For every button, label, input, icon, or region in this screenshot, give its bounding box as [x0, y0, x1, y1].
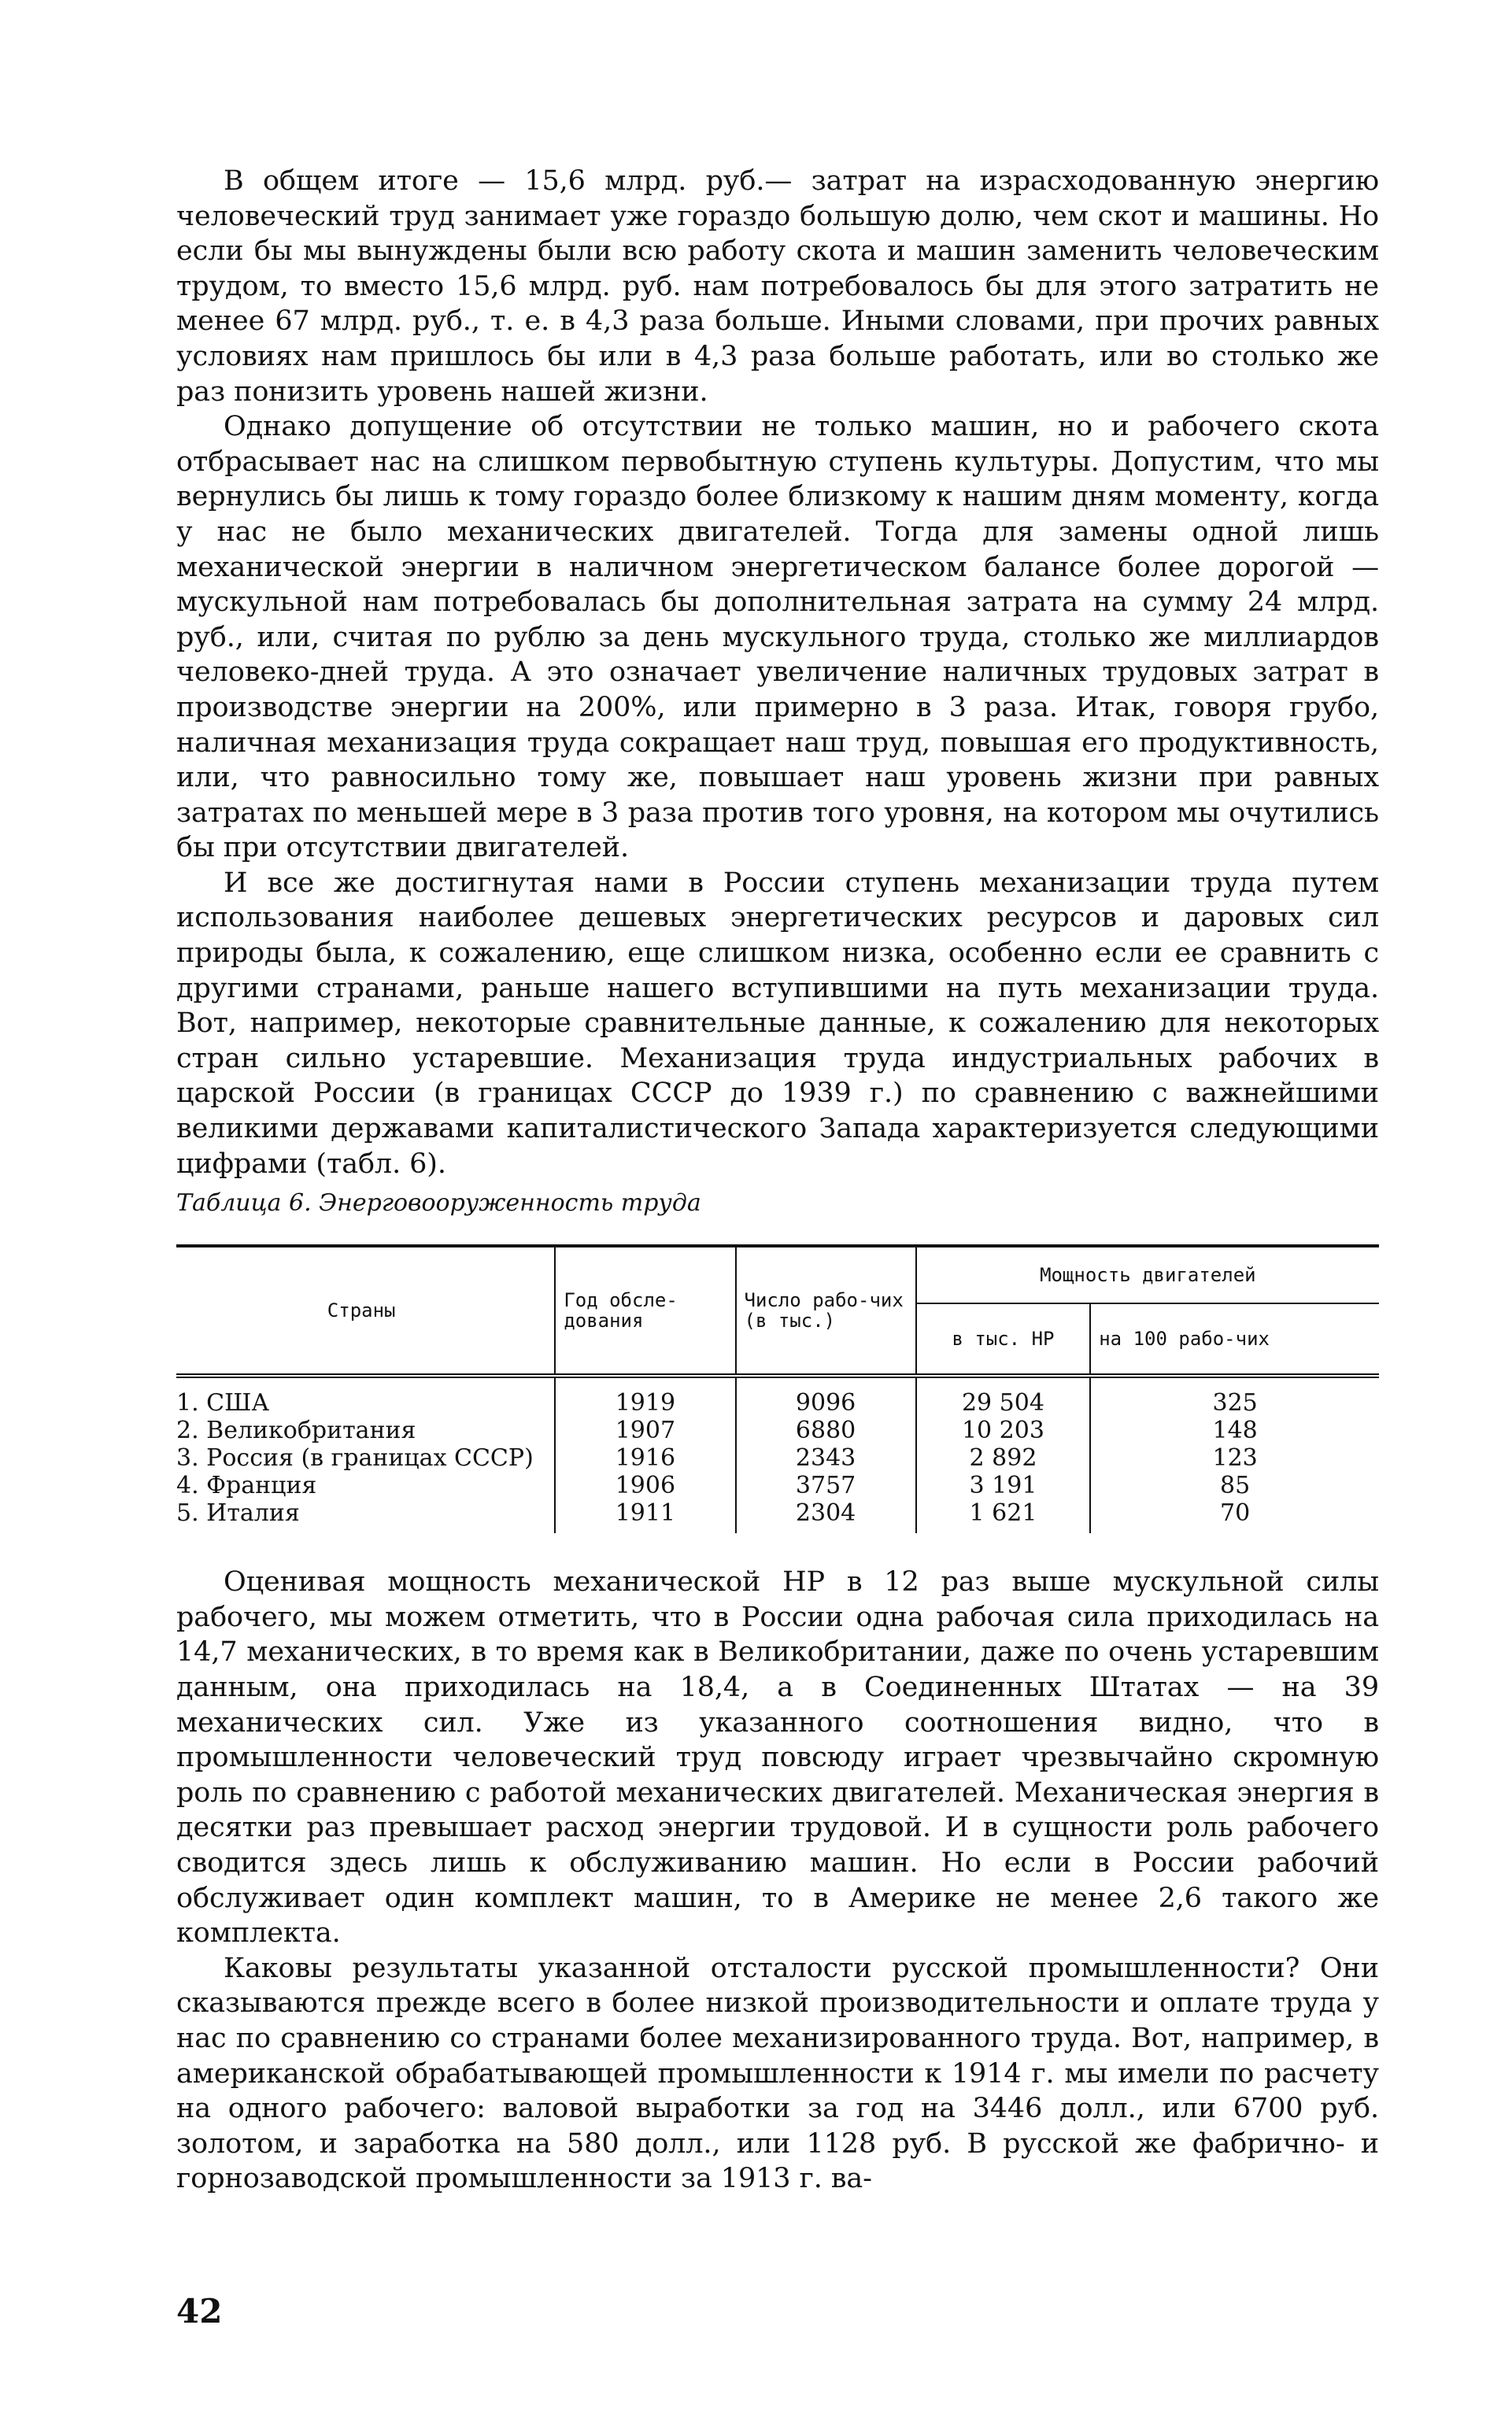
cell-workers: 3757: [736, 1472, 916, 1499]
table-row: [176, 1376, 1379, 1417]
cell-per100: 325: [1090, 1376, 1379, 1417]
cell-country: 2. Великобритания: [176, 1417, 416, 1445]
cell-country: 5. Италия: [176, 1499, 300, 1528]
table-row: [176, 1472, 1379, 1499]
cell-per100: 70: [1090, 1499, 1379, 1533]
cell-hp: 10 203: [916, 1417, 1091, 1444]
cell-year: 1916: [555, 1444, 735, 1472]
cell-hp: 1 621: [916, 1499, 1091, 1533]
table-caption: Таблица 6. Энерговооруженность труда: [176, 1189, 701, 1218]
paragraph-4: Оценивая мощность механической HP в 12 раз выше мускульной силы рабочего, мы можем отметить, что в России одна рабочая сила приходилась на 14,7 механических, в то время как в Великобритании, даже по очень устаревшим данным, она приходилась на 18,4, а в Соединенных Штатах — на 39 механических сил. Уже из указанного соотношения видно, что в промышленности человеческий труд повсюду играет чрезвычайно скромную роль по сравнению с работой механических двигателей. Механическая энергия в десятки раз превышает расход энергии трудовой. И в сущности роль рабочего сводится здесь лишь к обслуживанию машин. Но если в России рабочий обслуживает один комплект машин, то в Америке не менее 2,6 такого же комплекта.: [176, 1566, 1379, 1950]
table-row: [176, 1417, 1379, 1444]
cell-year: 1906: [555, 1472, 735, 1499]
page-content: [176, 164, 1379, 2197]
header-power-hp: в тыс. HP: [916, 1303, 1091, 1376]
cell-year: 1907: [555, 1417, 735, 1444]
cell-per100: 123: [1090, 1444, 1379, 1472]
header-year: Год обсле-дования: [555, 1246, 735, 1376]
cell-hp: 3 191: [916, 1472, 1091, 1499]
cell-workers: 2343: [736, 1444, 916, 1472]
cell-workers: 9096: [736, 1376, 916, 1417]
cell-year: 1919: [555, 1376, 735, 1417]
header-per100: на 100 рабо-чих: [1090, 1303, 1379, 1376]
page-number: 42: [176, 2292, 223, 2330]
cell-per100: 85: [1090, 1472, 1379, 1499]
header-power-group: Мощность двигателей: [916, 1246, 1379, 1303]
after-table-text: [176, 1565, 1379, 2197]
header-country: Страны: [176, 1246, 555, 1376]
cell-workers: 2304: [736, 1499, 916, 1533]
paragraph-3: И все же достигнутая нами в России ступень механизации труда путем использования наиболее дешевых энергетических ресурсов и даровых сил природы была, к сожалению, еще слишком низка, особенно если ее сравнить с другими странами, раньше нашего вступившими на путь механизации труда. Вот, например, некоторые сравнительные данные, к сожалению для некоторых стран сильно устаревшие. Механизация труда индустриальных рабочих в царской России (в границах СССР до 1939 г.) по сравнению с важнейшими великими державами капиталистического Запада характеризуется следующими цифрами (табл. 6).: [176, 867, 1379, 1180]
cell-country: 4. Франция: [176, 1472, 317, 1500]
cell-hp: 2 892: [916, 1444, 1091, 1472]
cell-per100: 148: [1090, 1417, 1379, 1444]
cell-country: 3. Россия (в границах СССР): [176, 1444, 534, 1473]
cell-year: 1911: [555, 1499, 735, 1533]
cell-workers: 6880: [736, 1417, 916, 1444]
cell-country: 1. США: [176, 1389, 270, 1417]
cell-hp: 29 504: [916, 1376, 1091, 1417]
header-workers: Число рабо-чих (в тыс.): [736, 1246, 916, 1376]
table-row: [176, 1444, 1379, 1472]
paragraph-1: В общем итоге — 15,6 млрд. руб.— затрат на израсходованную энергию человеческий труд занимает уже гораздо большую долю, чем скот и машины. Но если бы мы вынуждены были всю работу скота и машин заменить человеческим трудом, то вместо 15,6 млрд. руб. нам потребовалось бы для этого затратить не менее 67 млрд. руб., т. е. в 4,3 раза больше. Иными словами, при прочих равных условиях нам пришлось бы или в 4,3 раза больше работать, или во столько же раз понизить уровень нашей жизни.: [176, 165, 1379, 408]
table-row: [176, 1499, 1379, 1533]
paragraph-2: Однако допущение об отсутствии не только машин, но и рабочего скота отбрасывает нас на слишком первобытную ступень культуры. Допустим, что мы вернулись бы лишь к тому гораздо более близкому к нашим дням моменту, когда у нас не было механических двигателей. Тогда для замены одной лишь механической энергии в наличном энергетическом балансе более дорогой — мускульной нам потребовалась бы дополнительная затрата на сумму 24 млрд. руб., или, считая по рублю за день мускульного труда, столько же миллиардов человеко-дней труда. А это означает увеличение наличных трудовых затрат в производстве энергии на 200%, или примерно в 3 раза. Итак, говоря грубо, наличная механизация труда сокращает наш труд, повышая его продуктивность, или, что равносильно тому же, повышает наш уровень жизни при равных затратах по меньшей мере в 3 раза против того уровня, на котором мы очутились бы при отсутствии двигателей.: [176, 411, 1379, 864]
paragraph-5: Каковы результаты указанной отсталости русской промышленности? Они сказываются прежде всего в более низкой производительности и оплате труда у нас по сравнению со странами более механизированного труда. Вот, например, в американской обрабатывающей промышленности к 1914 г. мы имели по расчету на одного рабочего: валовой выработки за год на 3446 долл., или 6700 руб. золотом, и заработка на 580 долл., или 1128 руб. В русской же фабрично- и горнозаводской промышленности за 1913 г. ва-: [176, 1952, 1379, 2195]
energy-table: [176, 1244, 1379, 1533]
